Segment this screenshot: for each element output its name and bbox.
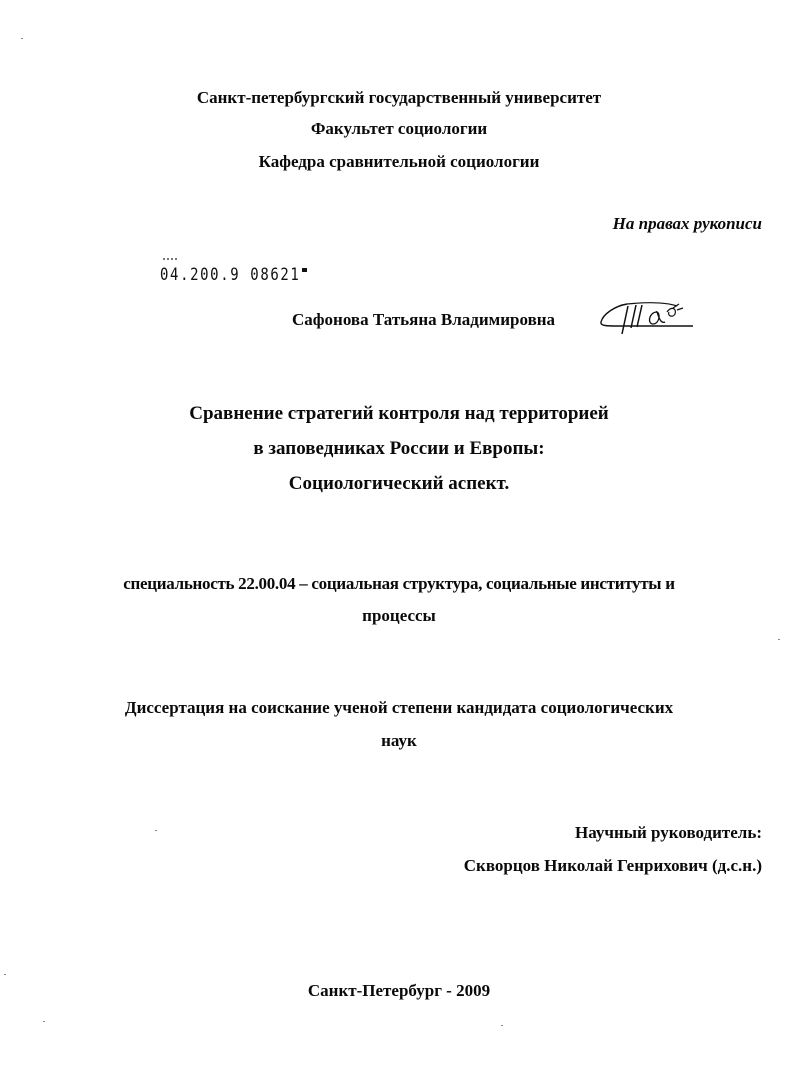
signature-icon xyxy=(597,300,697,336)
author-name: Сафонова Татьяна Владимировна xyxy=(292,310,556,329)
place-and-year: Санкт-Петербург - 2009 xyxy=(307,981,491,1000)
stamp-mark xyxy=(302,268,307,272)
scan-speck xyxy=(778,639,780,640)
faculty-name: Факультет социологии xyxy=(310,119,488,138)
dissertation-title-line-2: в заповедниках России и Европы: xyxy=(253,438,545,459)
stamp-dots xyxy=(163,258,177,263)
dissertation-title-line-1: Сравнение стратегий контроля над территорией xyxy=(189,403,609,424)
dissertation-title-line-3: Социологический аспект. xyxy=(288,473,510,494)
specialty-line-2: процессы xyxy=(362,606,436,625)
scan-speck xyxy=(21,38,23,39)
library-stamp-number: 04.200.9 08621 xyxy=(160,265,301,285)
scan-speck xyxy=(4,974,6,975)
degree-line-2: наук xyxy=(381,731,417,750)
specialty-line-1: специальность 22.00.04 – социальная структура, социальные институты и xyxy=(123,574,675,593)
scan-speck xyxy=(43,1021,45,1022)
scan-speck xyxy=(501,1025,503,1026)
supervisor-label: Научный руководитель: xyxy=(575,823,762,842)
scan-speck xyxy=(155,830,157,831)
supervisor-name: Скворцов Николай Генрихович (д.с.н.) xyxy=(463,856,762,875)
university-name: Санкт-петербургский государственный университет xyxy=(196,88,602,107)
manuscript-note: На правах рукописи xyxy=(612,214,762,233)
department-name: Кафедра сравнительной социологии xyxy=(258,152,540,171)
degree-line-1: Диссертация на соискание ученой степени кандидата социологических xyxy=(124,698,674,717)
